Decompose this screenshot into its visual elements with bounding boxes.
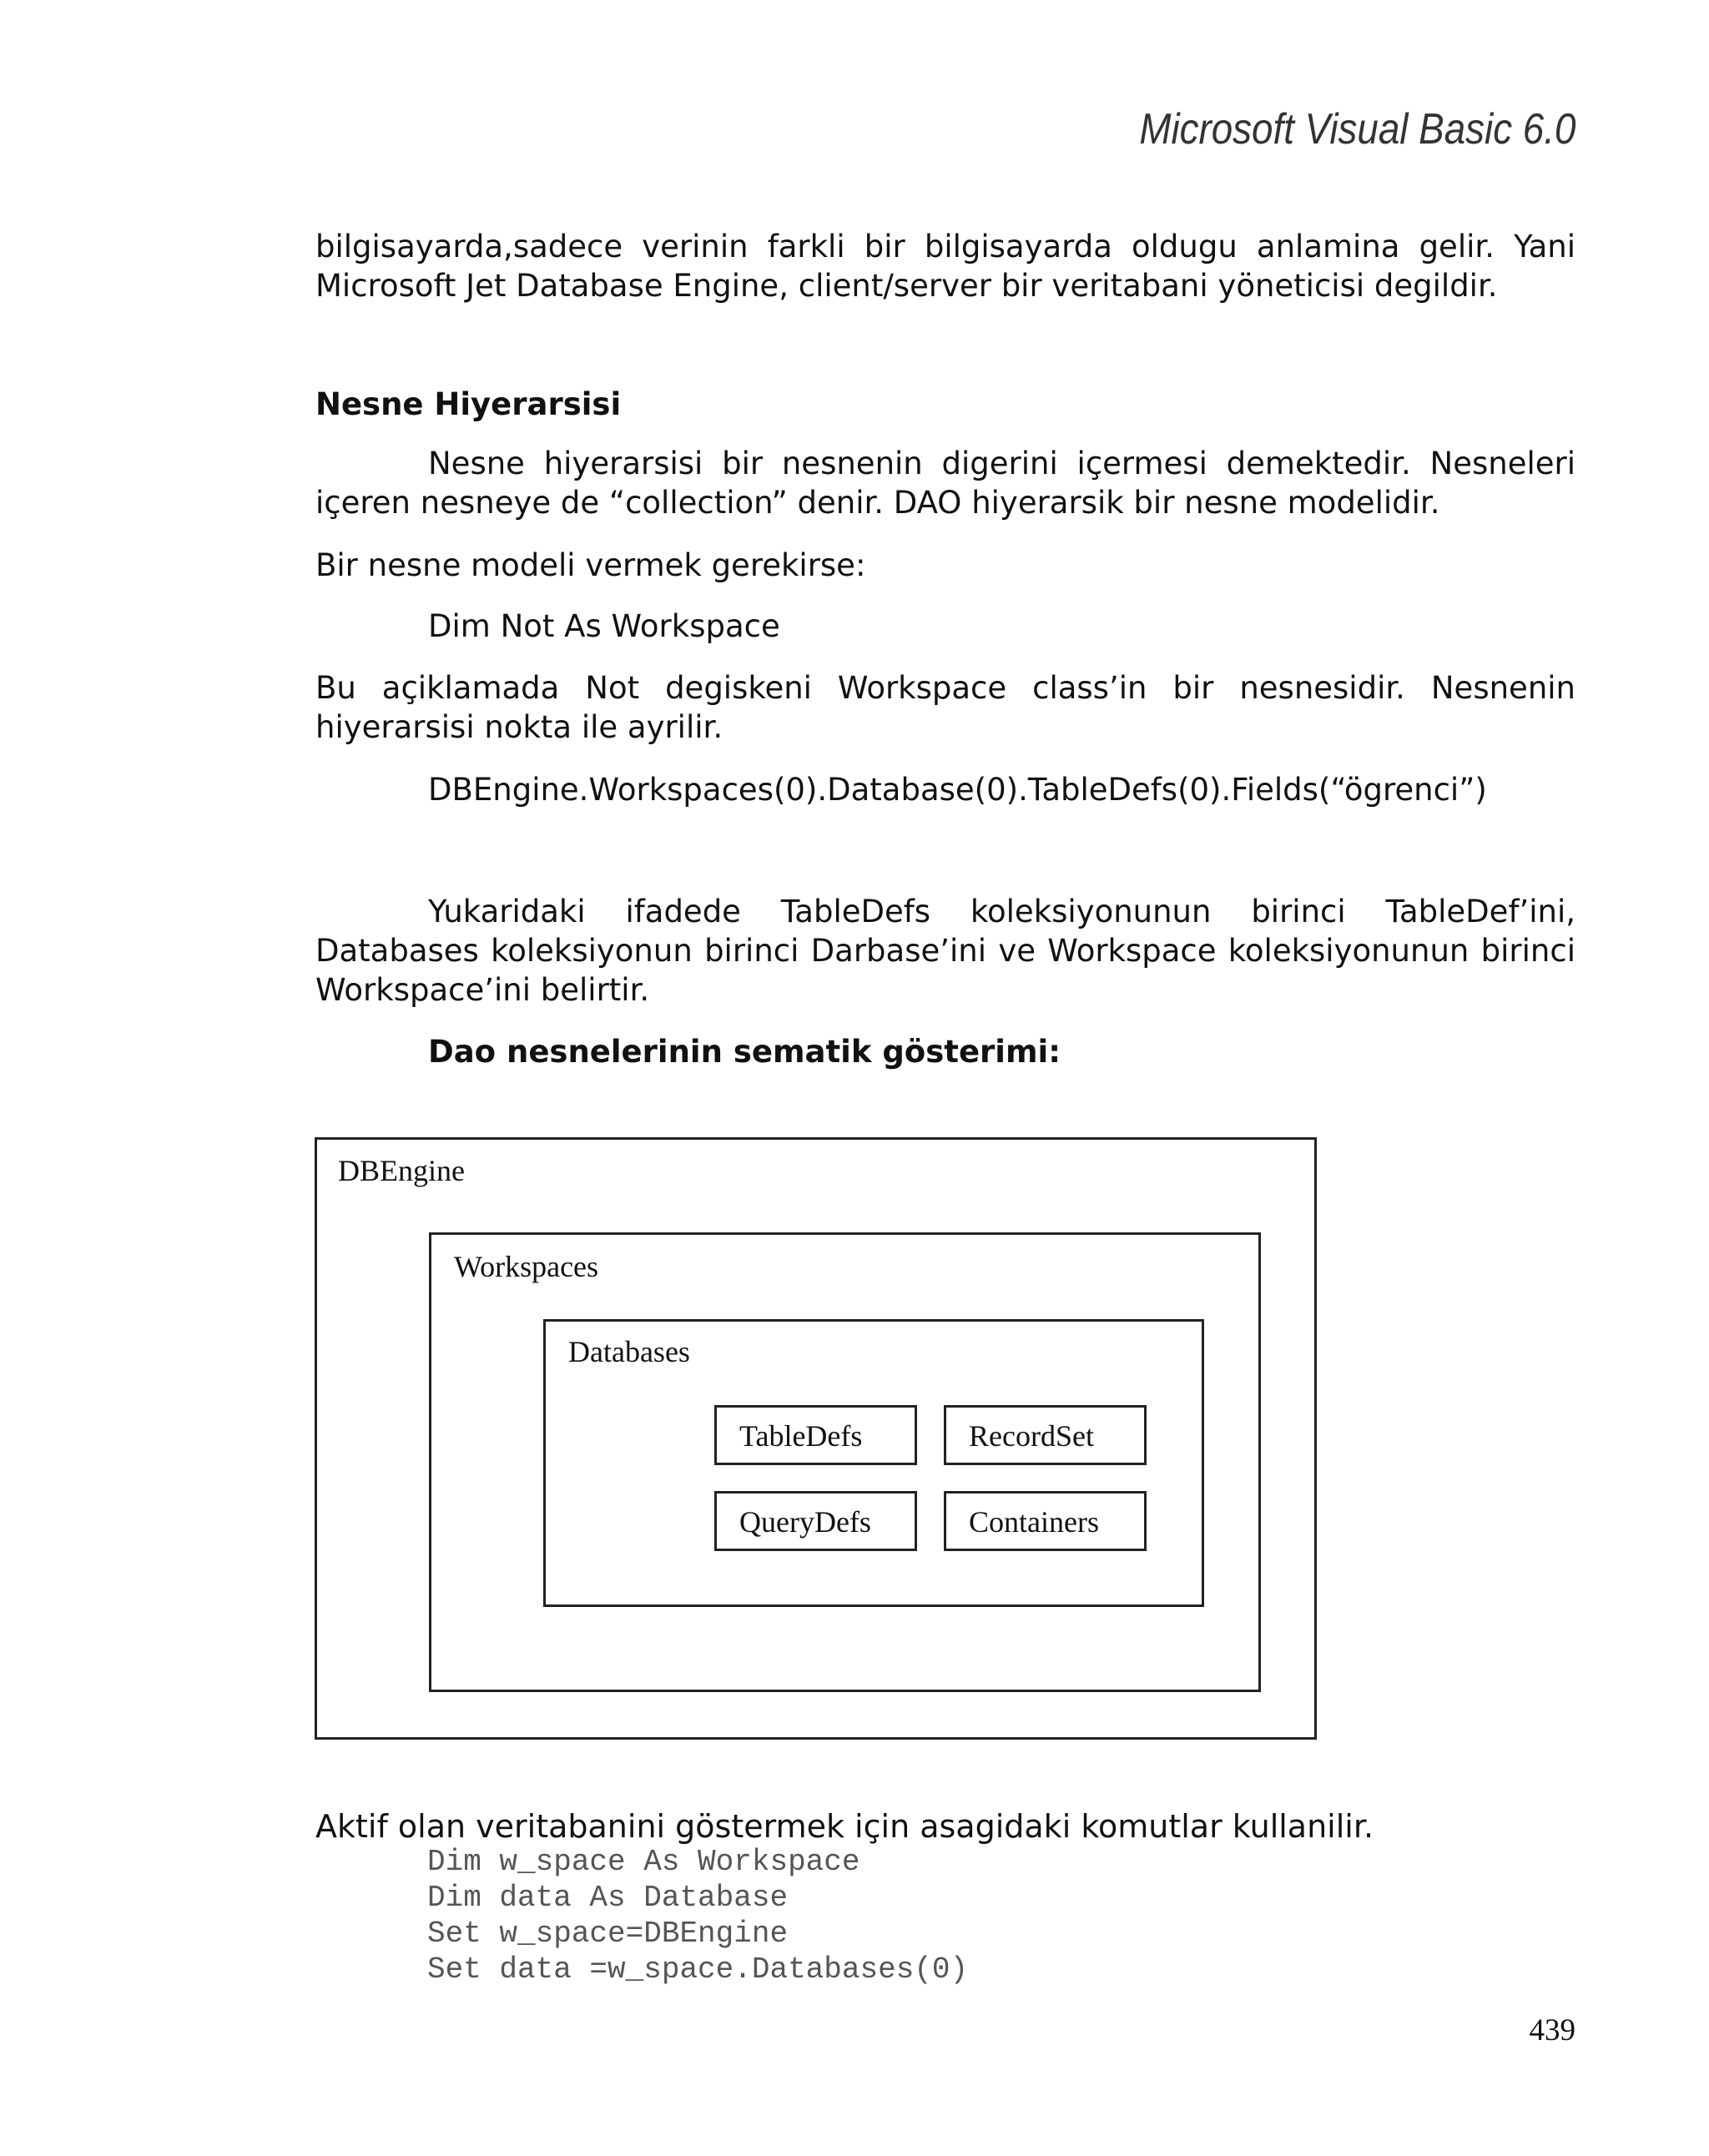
containers-label: Containers xyxy=(969,1505,1099,1539)
running-header: Microsoft Visual Basic 6.0 xyxy=(1138,105,1575,154)
querydefs-label: QueryDefs xyxy=(739,1505,871,1539)
code-line-2: Dim data As Database xyxy=(427,1881,789,1915)
explanation-paragraph: Bu açiklamada Not degiskeni Workspace class’in bir nesnesidir. Nesnenin hiyerarsisi nokta ile ayrilir. xyxy=(315,670,1575,745)
dbengine-label: DBEngine xyxy=(338,1154,465,1187)
querydefs-box xyxy=(714,1491,917,1551)
diagram-heading: Dao nesnelerinin sematik gösterimi: xyxy=(428,1034,1061,1070)
page-number: 439 xyxy=(1529,2013,1575,2048)
code-line-3: Set w_space=DBEngine xyxy=(427,1917,789,1951)
active-database-paragraph: Aktif olan veritabanini göstermek için asagidaki komutlar kullanilir. xyxy=(315,1808,1374,1845)
example-declaration: Dim Not As Workspace xyxy=(428,608,780,644)
code-line-1: Dim w_space As Workspace xyxy=(427,1845,860,1879)
path-explanation-paragraph: Yukaridaki ifadede TableDefs koleksiyonunun birinci TableDef’ini, Databases koleksiyonun birinci Darbase’ini ve Workspace koleksiyonunun birinci Workspace’ini belirtir. xyxy=(315,894,1575,1008)
code-line-4: Set data =w_space.Databases(0) xyxy=(427,1952,969,1987)
containers-box xyxy=(944,1491,1147,1551)
intro-paragraph: bilgisayarda,sadece verinin farkli bir bilgisayarda oldugu anlamina gelir. Yani Microsoft Jet Database Engine, client/server bir veritabani yöneticisi degildir. xyxy=(315,229,1575,304)
hierarchy-paragraph: Nesne hiyerarsisi bir nesnenin digerini içermesi demektedir. Nesneleri içeren nesneye de “collection” denir. DAO hiyerarsik bir nesne modelidir. xyxy=(315,446,1575,521)
section-heading: Nesne Hiyerarsisi xyxy=(315,386,622,422)
tabledefs-box xyxy=(714,1405,917,1465)
recordset-box xyxy=(944,1405,1147,1465)
workspaces-label: Workspaces xyxy=(454,1250,599,1283)
recordset-label: RecordSet xyxy=(969,1419,1094,1453)
tabledefs-label: TableDefs xyxy=(739,1419,863,1453)
databases-label: Databases xyxy=(568,1335,690,1368)
example-path: DBEngine.Workspaces(0).Database(0).TableDefs(0).Fields(“ögrenci”) xyxy=(428,772,1487,808)
object-model-intro: Bir nesne modeli vermek gerekirse: xyxy=(315,547,866,583)
